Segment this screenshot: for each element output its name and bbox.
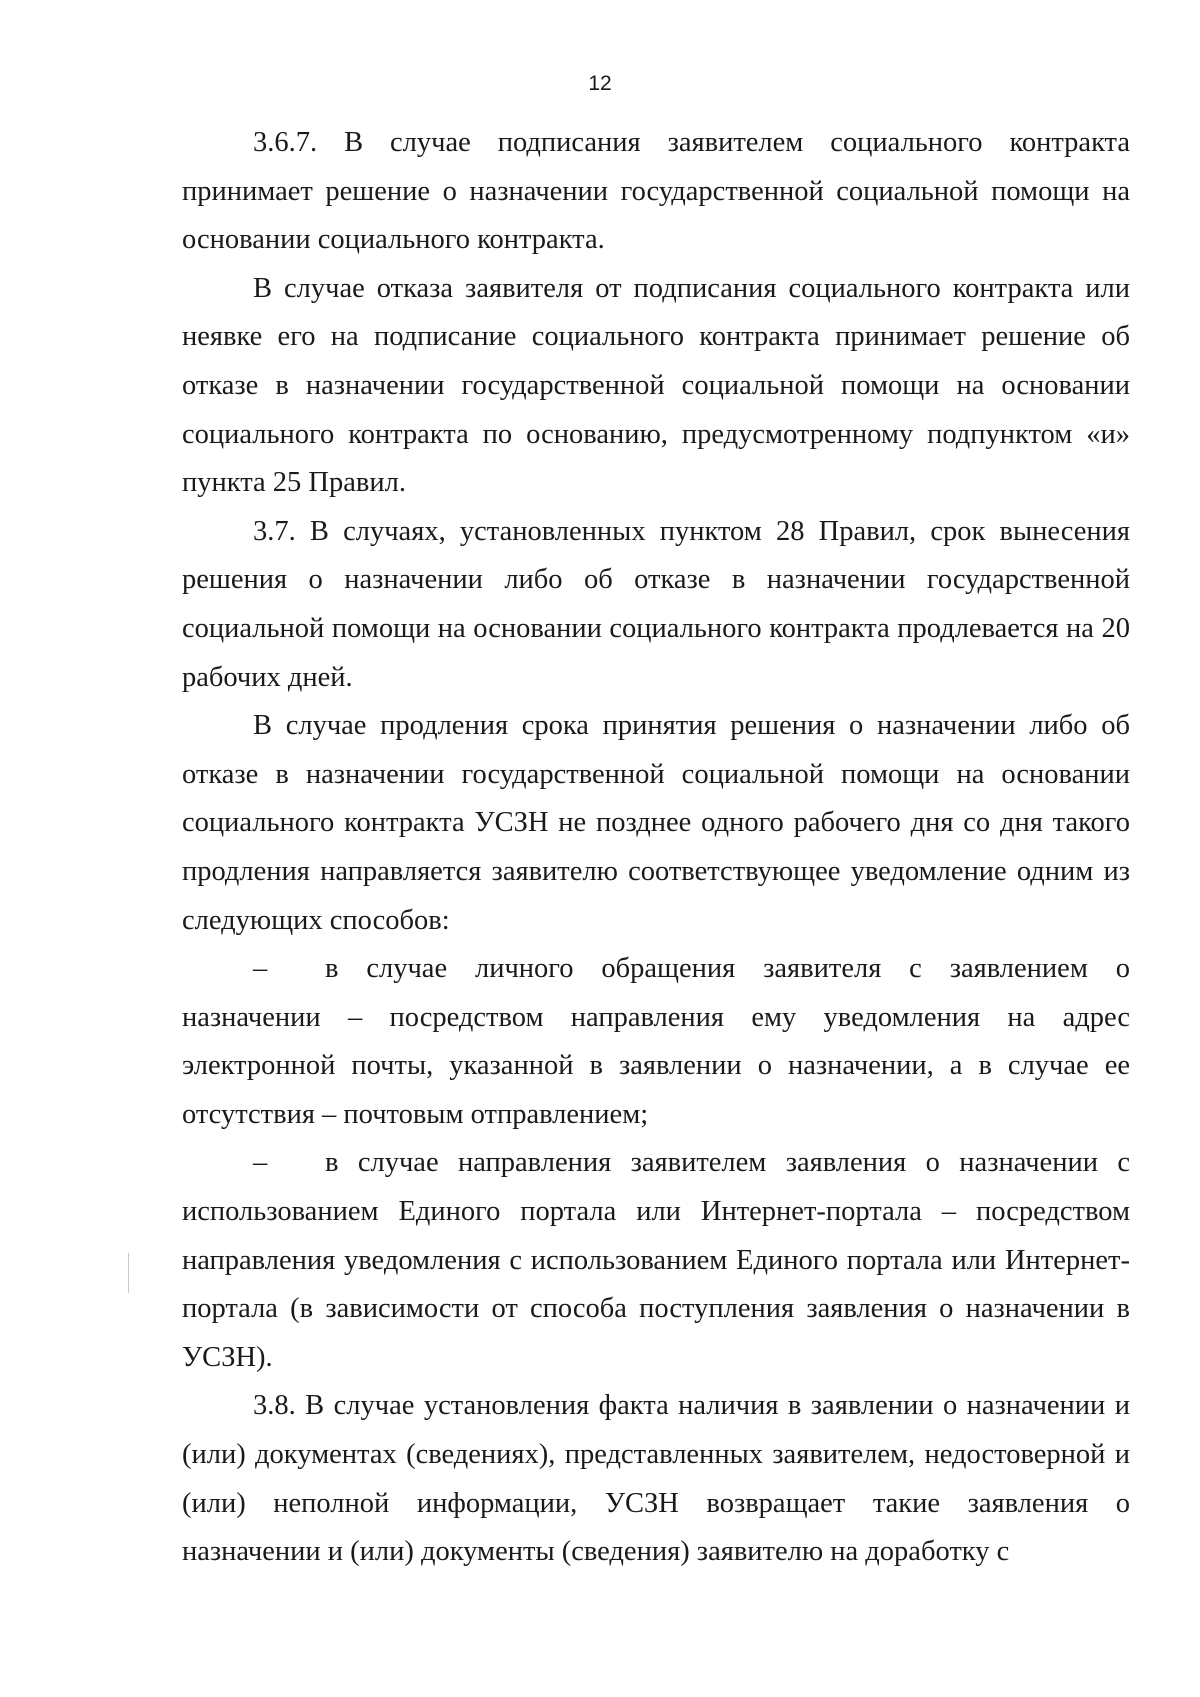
- list-item: [182, 1139, 1130, 1382]
- page-number: 12: [588, 72, 612, 95]
- scan-margin-mark: [128, 1253, 129, 1293]
- document-body: [182, 119, 1130, 1577]
- list-item-text: в случае направления заявителем заявления о назначении с использованием Единого портала или Интернет-портала – посредством направления уведомления с использованием Единого портала или Интернет-портала (в зависимости от способа поступления заявления о назначении в УСЗН).: [182, 1147, 1130, 1373]
- dash-marker: –: [253, 953, 268, 985]
- list-item-text: в случае личного обращения заявителя с заявлением о назначении – посредством направления ему уведомления на адрес электронной почты, указанной в заявлении о назначении, а в случае ее отсутствия – почтовым отправлением;: [182, 953, 1130, 1130]
- paragraph-3-8: 3.8. В случае установления факта наличия в заявлении о назначении и (или) документах (сведениях), представленных заявителем, недостоверной и (или) неполной информации, УСЗН возвращает такие заявления о назначении и (или) документы (сведения) заявителю на доработку с: [182, 1390, 1130, 1568]
- dash-marker: –: [253, 1147, 268, 1179]
- paragraph-extension: В случае продления срока принятия решения о назначении либо об отказе в назначении государственной социальной помощи на основании социального контракта УСЗН не позднее одного рабочего дня со дня такого продления направляется заявителю соответствующее уведомление одним из следующих способов:: [182, 710, 1130, 936]
- paragraph-3-7: 3.7. В случаях, установленных пунктом 28 Правил, срок вынесения решения о назначении либо об отказе в назначении государственной социальной помощи на основании социального контракта продлевается на 20 рабочих дней.: [182, 515, 1130, 693]
- paragraph-refusal: В случае отказа заявителя от подписания социального контракта или неявке его на подписание социального контракта принимает решение об отказе в назначении государственной социальной помощи на основании социального контракта по основанию, предусмотренному подпунктом «и» пункта 25 Правил.: [182, 272, 1130, 499]
- paragraph-3-6-7: 3.6.7. В случае подписания заявителем социального контракта принимает решение о назначении государственной социальной помощи на основании социального контракта.: [182, 127, 1130, 256]
- list-item: [182, 945, 1130, 1139]
